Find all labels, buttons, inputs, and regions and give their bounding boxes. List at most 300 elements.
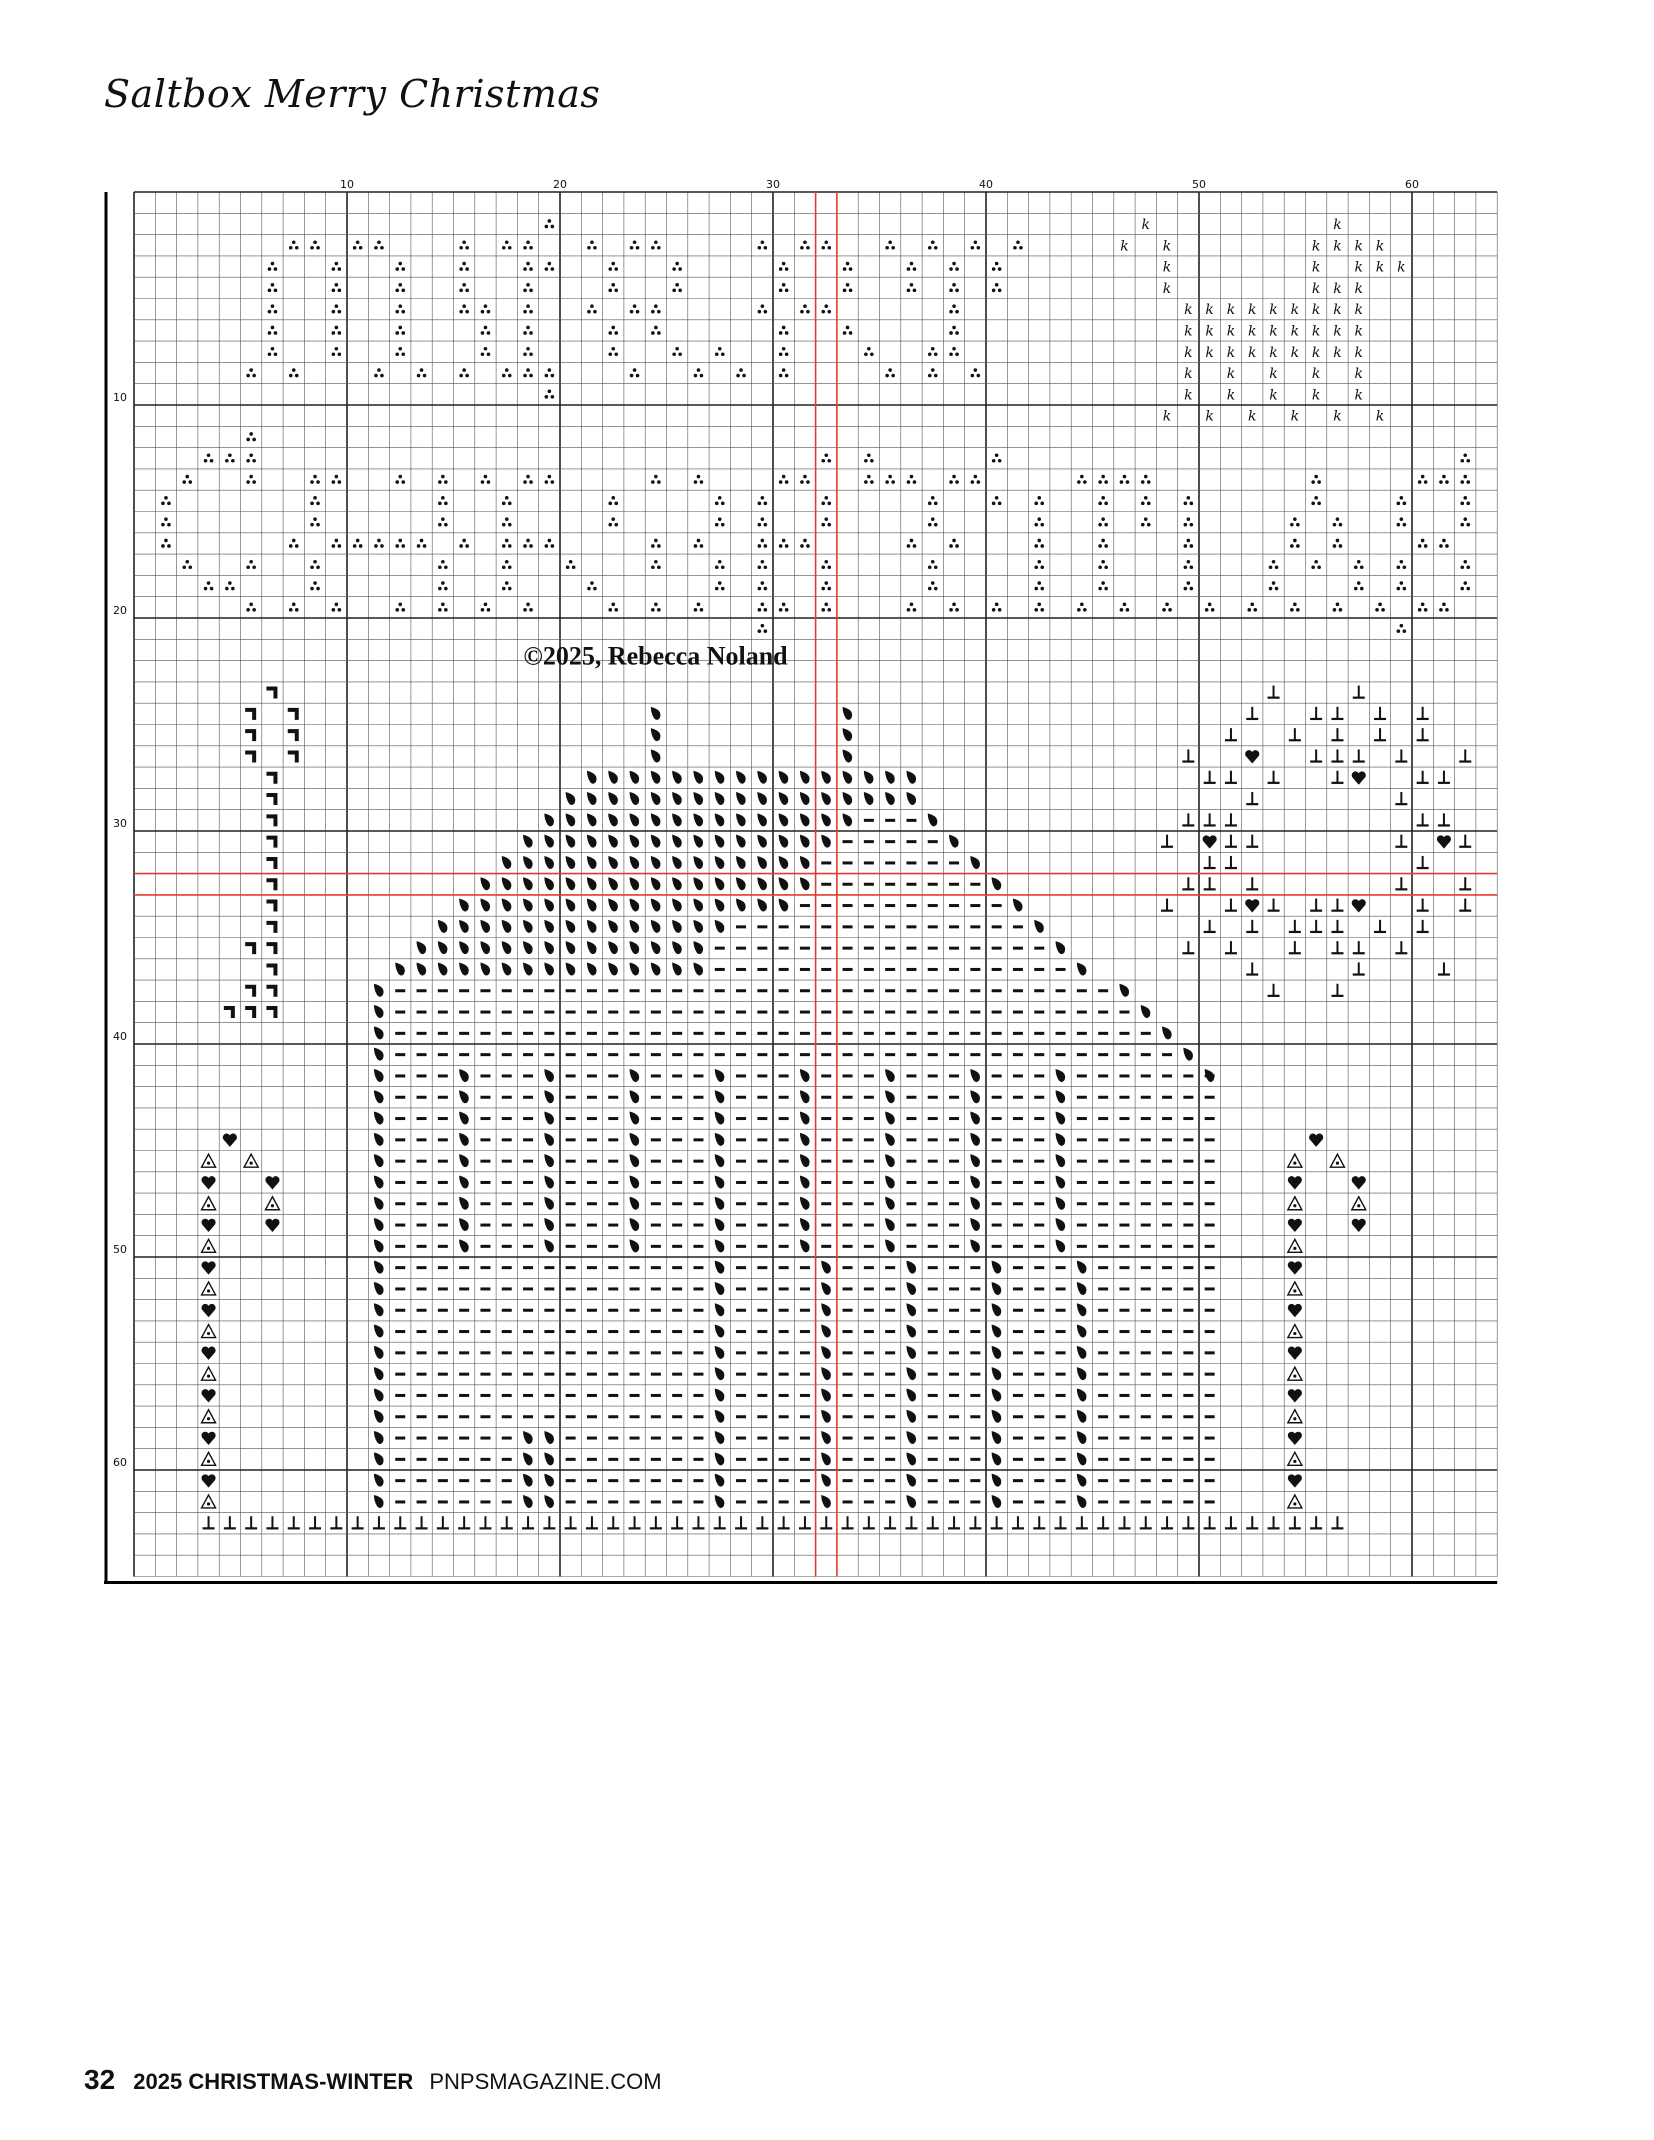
symbol-dash <box>906 925 916 928</box>
symbol-teardrop <box>693 813 703 826</box>
symbol-teardrop <box>1077 1282 1087 1295</box>
symbol-perp <box>1161 835 1173 848</box>
symbol-triangle <box>202 1495 216 1508</box>
symbol-dots <box>864 475 874 484</box>
svg-text:k: k <box>1269 366 1278 383</box>
symbol-dots <box>1184 560 1194 569</box>
symbol-dash <box>502 1500 512 1503</box>
symbol-teardrop <box>587 899 597 912</box>
symbol-dash <box>928 1330 938 1333</box>
symbol-heart <box>1352 1176 1366 1189</box>
svg-text:k: k <box>1162 408 1172 425</box>
symbol-teardrop <box>800 1197 810 1210</box>
symbol-teardrop <box>800 771 810 784</box>
symbol-dash <box>928 1032 938 1035</box>
symbol-dash <box>608 1351 618 1354</box>
symbol-teardrop <box>523 1474 533 1487</box>
symbol-dash <box>928 1096 938 1099</box>
symbol-dash <box>672 1053 682 1056</box>
symbol-dash <box>417 1011 427 1014</box>
symbol-dash <box>1013 989 1023 992</box>
symbol-dash <box>672 1500 682 1503</box>
symbol-dash <box>693 1138 703 1141</box>
symbol-dots <box>1354 581 1364 590</box>
symbol-dash <box>1162 1096 1172 1099</box>
symbol-dash <box>566 1479 576 1482</box>
symbol-dash <box>864 1330 874 1333</box>
symbol-teardrop <box>970 1175 980 1188</box>
symbol-dash <box>608 1373 618 1376</box>
symbol-dash <box>544 1309 554 1312</box>
symbol-dash <box>1077 1160 1087 1163</box>
symbol-dots <box>310 475 320 484</box>
symbol-dash <box>502 1458 512 1461</box>
symbol-dash <box>757 1330 767 1333</box>
symbol-flag <box>266 942 277 954</box>
symbol-teardrop <box>630 877 640 890</box>
symbol-k <box>1120 238 1128 254</box>
symbol-dash <box>800 904 810 907</box>
symbol-dash <box>736 1160 746 1163</box>
symbol-dots <box>502 560 512 569</box>
symbol-dots <box>694 539 704 548</box>
symbol-dash <box>1013 1117 1023 1120</box>
symbol-dots <box>1333 517 1343 526</box>
symbol-perp <box>1459 877 1471 890</box>
symbol-dash <box>779 1245 789 1248</box>
symbol-teardrop <box>587 941 597 954</box>
symbol-dots <box>161 539 171 548</box>
symbol-dash <box>480 1138 490 1141</box>
symbol-dots <box>992 283 1002 292</box>
symbol-dash <box>757 925 767 928</box>
symbol-dash <box>779 1309 789 1312</box>
symbol-dash <box>949 1309 959 1312</box>
symbol-teardrop <box>544 1069 554 1082</box>
symbol-dash <box>1013 1500 1023 1503</box>
symbol-dash <box>459 1287 469 1290</box>
symbol-perp <box>1225 813 1237 826</box>
symbol-teardrop <box>800 856 810 869</box>
symbol-teardrop <box>608 899 618 912</box>
symbol-dash <box>992 1224 1002 1227</box>
symbol-dash <box>928 1500 938 1503</box>
symbol-dots <box>502 539 512 548</box>
symbol-dash <box>523 1394 533 1397</box>
symbol-dots <box>1460 560 1470 569</box>
symbol-teardrop <box>992 1346 1002 1359</box>
symbol-dash <box>395 1309 405 1312</box>
symbol-dash <box>608 1138 618 1141</box>
symbol-dash <box>480 1479 490 1482</box>
symbol-dash <box>1077 1053 1087 1056</box>
symbol-teardrop <box>374 1154 384 1167</box>
symbol-perp <box>1182 941 1194 954</box>
symbol-dash <box>1034 1160 1044 1163</box>
symbol-teardrop <box>651 899 661 912</box>
symbol-perp <box>1353 749 1365 762</box>
symbol-dash <box>970 1373 980 1376</box>
symbol-teardrop <box>736 877 746 890</box>
symbol-dots <box>310 560 320 569</box>
symbol-dots <box>779 539 789 548</box>
symbol-teardrop <box>970 1197 980 1210</box>
symbol-dash <box>480 989 490 992</box>
symbol-flag <box>245 942 256 954</box>
symbol-dash <box>843 1224 853 1227</box>
symbol-dash <box>630 1394 640 1397</box>
symbol-dash <box>417 1074 427 1077</box>
symbol-teardrop <box>821 771 831 784</box>
symbol-teardrop <box>651 813 661 826</box>
svg-text:k: k <box>1269 302 1278 319</box>
symbol-dash <box>608 1458 618 1461</box>
symbol-teardrop <box>693 877 703 890</box>
symbol-teardrop <box>779 856 789 869</box>
symbol-dots <box>332 262 342 271</box>
symbol-dash <box>821 1032 831 1035</box>
symbol-dash <box>1013 1437 1023 1440</box>
symbol-dash <box>906 1074 916 1077</box>
symbol-dash <box>1141 1287 1151 1290</box>
symbol-teardrop <box>480 899 490 912</box>
symbol-teardrop <box>715 1282 725 1295</box>
symbol-teardrop <box>1034 920 1044 933</box>
symbol-teardrop <box>672 771 682 784</box>
symbol-teardrop <box>1077 1261 1087 1274</box>
symbol-teardrop <box>480 962 490 975</box>
symbol-dots <box>907 283 917 292</box>
symbol-teardrop <box>800 1154 810 1167</box>
symbol-dash <box>736 1202 746 1205</box>
symbol-dots <box>885 475 895 484</box>
symbol-teardrop <box>864 771 874 784</box>
symbol-dash <box>651 1245 661 1248</box>
symbol-dash <box>651 1160 661 1163</box>
symbol-dash <box>779 1224 789 1227</box>
symbol-teardrop <box>1056 1239 1066 1252</box>
row-tick-label: 50 <box>113 1243 127 1256</box>
symbol-dash <box>906 1224 916 1227</box>
symbol-teardrop <box>544 1431 554 1444</box>
symbol-teardrop <box>885 1197 895 1210</box>
symbol-dots <box>758 539 768 548</box>
symbol-teardrop <box>715 1474 725 1487</box>
symbol-dash <box>417 1202 427 1205</box>
symbol-dash <box>1098 989 1108 992</box>
symbol-teardrop <box>715 1133 725 1146</box>
symbol-dash <box>480 1394 490 1397</box>
symbol-dash <box>757 1011 767 1014</box>
symbol-dots <box>268 347 278 356</box>
symbol-dots <box>1311 475 1321 484</box>
symbol-dash <box>1183 1224 1193 1227</box>
symbol-dash <box>672 1096 682 1099</box>
symbol-teardrop <box>459 1090 469 1103</box>
symbol-heart <box>1288 1261 1302 1274</box>
symbol-dots <box>1034 581 1044 590</box>
symbol-dots <box>1269 581 1279 590</box>
symbol-teardrop <box>630 1154 640 1167</box>
symbol-dash <box>566 1202 576 1205</box>
symbol-dash <box>587 1394 597 1397</box>
symbol-teardrop <box>651 920 661 933</box>
symbol-dash <box>736 1437 746 1440</box>
symbol-dots <box>204 581 214 590</box>
symbol-dash <box>949 904 959 907</box>
symbol-perp <box>1395 877 1407 890</box>
symbol-dash <box>630 1011 640 1014</box>
symbol-triangle <box>202 1197 216 1210</box>
symbol-dash <box>502 1011 512 1014</box>
symbol-teardrop <box>715 1431 725 1444</box>
symbol-dash <box>885 1032 895 1035</box>
symbol-teardrop <box>587 962 597 975</box>
symbol-perp <box>1246 920 1258 933</box>
symbol-teardrop <box>651 749 661 762</box>
svg-text:k: k <box>1354 238 1363 255</box>
symbol-teardrop <box>651 835 661 848</box>
symbol-dash <box>864 1074 874 1077</box>
symbol-dash <box>736 1500 746 1503</box>
symbol-dash <box>885 1479 895 1482</box>
symbol-teardrop <box>608 856 618 869</box>
symbol-dash <box>1034 1373 1044 1376</box>
symbol-dash <box>779 1415 789 1418</box>
symbol-dash <box>630 1309 640 1312</box>
symbol-k <box>1184 345 1192 361</box>
symbol-dash <box>459 1032 469 1035</box>
symbol-heart <box>1288 1474 1302 1487</box>
symbol-dots <box>651 326 661 335</box>
symbol-dash <box>885 1330 895 1333</box>
symbol-dash <box>992 1074 1002 1077</box>
symbol-perp <box>1204 856 1216 869</box>
symbol-dash <box>885 861 895 864</box>
symbol-dash <box>1098 1415 1108 1418</box>
symbol-dash <box>736 1053 746 1056</box>
symbol-dots <box>1269 560 1279 569</box>
symbol-dots <box>1460 581 1470 590</box>
symbol-dash <box>928 904 938 907</box>
symbol-dash <box>1162 1394 1172 1397</box>
symbol-dash <box>928 1138 938 1141</box>
symbol-teardrop <box>992 1325 1002 1338</box>
symbol-dash <box>800 1394 810 1397</box>
symbol-dash <box>949 1394 959 1397</box>
symbol-dots <box>395 304 405 313</box>
symbol-teardrop <box>374 1133 384 1146</box>
symbol-teardrop <box>821 1367 831 1380</box>
svg-text:k: k <box>1269 344 1278 361</box>
symbol-dash <box>566 1373 576 1376</box>
symbol-teardrop <box>544 856 554 869</box>
symbol-dash <box>502 1330 512 1333</box>
symbol-perp <box>1331 749 1343 762</box>
symbol-dash <box>459 1437 469 1440</box>
symbol-dash <box>1034 1224 1044 1227</box>
symbol-dash <box>1119 1032 1129 1035</box>
symbol-dash <box>779 1437 789 1440</box>
symbol-k <box>1269 302 1277 318</box>
symbol-dash <box>502 1138 512 1141</box>
symbol-dash <box>949 1202 959 1205</box>
symbol-dots <box>1460 475 1470 484</box>
symbol-dots <box>928 581 938 590</box>
symbol-dash <box>630 989 640 992</box>
symbol-dots <box>1098 560 1108 569</box>
symbol-dash <box>693 989 703 992</box>
symbol-dash <box>523 1011 533 1014</box>
symbol-teardrop <box>544 1197 554 1210</box>
symbol-dash <box>438 1096 448 1099</box>
symbol-perp <box>692 1516 704 1529</box>
symbol-teardrop <box>715 792 725 805</box>
symbol-dash <box>864 819 874 822</box>
symbol-dots <box>1141 496 1151 505</box>
symbol-dots <box>992 453 1002 462</box>
symbol-dots <box>928 368 938 377</box>
symbol-teardrop <box>480 877 490 890</box>
symbol-teardrop <box>630 962 640 975</box>
symbol-teardrop <box>843 813 853 826</box>
symbol-teardrop <box>374 1303 384 1316</box>
symbol-dash <box>736 1011 746 1014</box>
symbol-dash <box>885 904 895 907</box>
symbol-dash <box>843 1309 853 1312</box>
symbol-dash <box>544 1415 554 1418</box>
symbol-dots <box>1184 539 1194 548</box>
symbol-teardrop <box>992 1367 1002 1380</box>
symbol-perp <box>1438 962 1450 975</box>
symbol-dash <box>906 1096 916 1099</box>
symbol-triangle <box>202 1154 216 1167</box>
symbol-dash <box>1141 1500 1151 1503</box>
symbol-dash <box>1183 1245 1193 1248</box>
symbol-dash <box>885 1011 895 1014</box>
symbol-teardrop <box>459 899 469 912</box>
symbol-dash <box>779 1458 789 1461</box>
symbol-triangle <box>1288 1197 1302 1210</box>
symbol-dash <box>885 1394 895 1397</box>
symbol-dash <box>480 1351 490 1354</box>
symbol-dash <box>1098 1053 1108 1056</box>
symbol-k <box>1397 260 1405 276</box>
symbol-dash <box>1183 1096 1193 1099</box>
symbol-dash <box>885 1373 895 1376</box>
symbol-dash <box>843 1437 853 1440</box>
symbol-perp <box>1204 813 1216 826</box>
symbol-dash <box>970 1415 980 1418</box>
symbol-dots <box>992 262 1002 271</box>
symbol-dots <box>1439 539 1449 548</box>
symbol-teardrop <box>906 1474 916 1487</box>
symbol-dots <box>949 475 959 484</box>
symbol-dash <box>1162 1053 1172 1056</box>
symbol-dash <box>949 1224 959 1227</box>
symbol-dots <box>971 240 981 249</box>
symbol-dash <box>949 1330 959 1333</box>
symbol-teardrop <box>970 1218 980 1231</box>
symbol-teardrop <box>544 962 554 975</box>
symbol-k <box>1333 281 1341 297</box>
symbol-perp <box>1225 899 1237 912</box>
symbol-dash <box>630 1032 640 1035</box>
symbol-dash <box>843 1458 853 1461</box>
symbol-dash <box>1034 1138 1044 1141</box>
symbol-dash <box>757 1415 767 1418</box>
symbol-dash <box>459 1309 469 1312</box>
symbol-dots <box>459 539 469 548</box>
symbol-teardrop <box>672 920 682 933</box>
symbol-teardrop <box>1077 1495 1087 1508</box>
symbol-dash <box>502 1287 512 1290</box>
symbol-dash <box>885 925 895 928</box>
symbol-dash <box>1205 1202 1215 1205</box>
symbol-dots <box>715 517 725 526</box>
symbol-dash <box>523 1096 533 1099</box>
symbol-k <box>1163 260 1171 276</box>
symbol-teardrop <box>736 899 746 912</box>
symbol-perp <box>863 1516 875 1529</box>
symbol-dots <box>1184 581 1194 590</box>
symbol-dash <box>864 1096 874 1099</box>
symbol-dash <box>587 1074 597 1077</box>
symbol-dash <box>928 1351 938 1354</box>
symbol-dash <box>608 1394 618 1397</box>
symbol-dots <box>843 326 853 335</box>
symbol-dash <box>630 1287 640 1290</box>
symbol-flag <box>245 750 256 762</box>
symbol-dash <box>906 904 916 907</box>
symbol-teardrop <box>928 813 938 826</box>
symbol-triangle <box>202 1239 216 1252</box>
symbol-dots <box>417 539 427 548</box>
symbol-teardrop <box>608 920 618 933</box>
symbol-dash <box>928 1245 938 1248</box>
symbol-dash <box>1013 1394 1023 1397</box>
column-tick-label: 20 <box>553 178 567 191</box>
symbol-dash <box>417 1351 427 1354</box>
symbol-triangle <box>1288 1154 1302 1167</box>
symbol-k <box>1227 323 1235 339</box>
symbol-dots <box>246 368 256 377</box>
svg-text:k: k <box>1248 323 1257 340</box>
symbol-dash <box>736 1074 746 1077</box>
symbol-dots <box>523 603 533 612</box>
symbol-dots <box>800 475 810 484</box>
symbol-teardrop <box>544 1239 554 1252</box>
svg-text:k: k <box>1333 323 1342 340</box>
symbol-teardrop <box>779 792 789 805</box>
symbol-teardrop <box>821 813 831 826</box>
symbol-teardrop <box>885 1112 895 1125</box>
symbol-dash <box>672 1458 682 1461</box>
symbol-dash <box>1098 1266 1108 1269</box>
symbol-teardrop <box>885 1090 895 1103</box>
symbol-dots <box>438 475 448 484</box>
symbol-dash <box>779 1351 789 1354</box>
symbol-dash <box>672 1074 682 1077</box>
symbol-dots <box>949 539 959 548</box>
symbol-teardrop <box>672 835 682 848</box>
row-tick-label: 40 <box>113 1030 127 1043</box>
symbol-dash <box>779 1138 789 1141</box>
svg-text:k: k <box>1248 302 1257 319</box>
symbol-dash <box>1141 1032 1151 1035</box>
symbol-teardrop <box>459 962 469 975</box>
symbol-dots <box>715 560 725 569</box>
